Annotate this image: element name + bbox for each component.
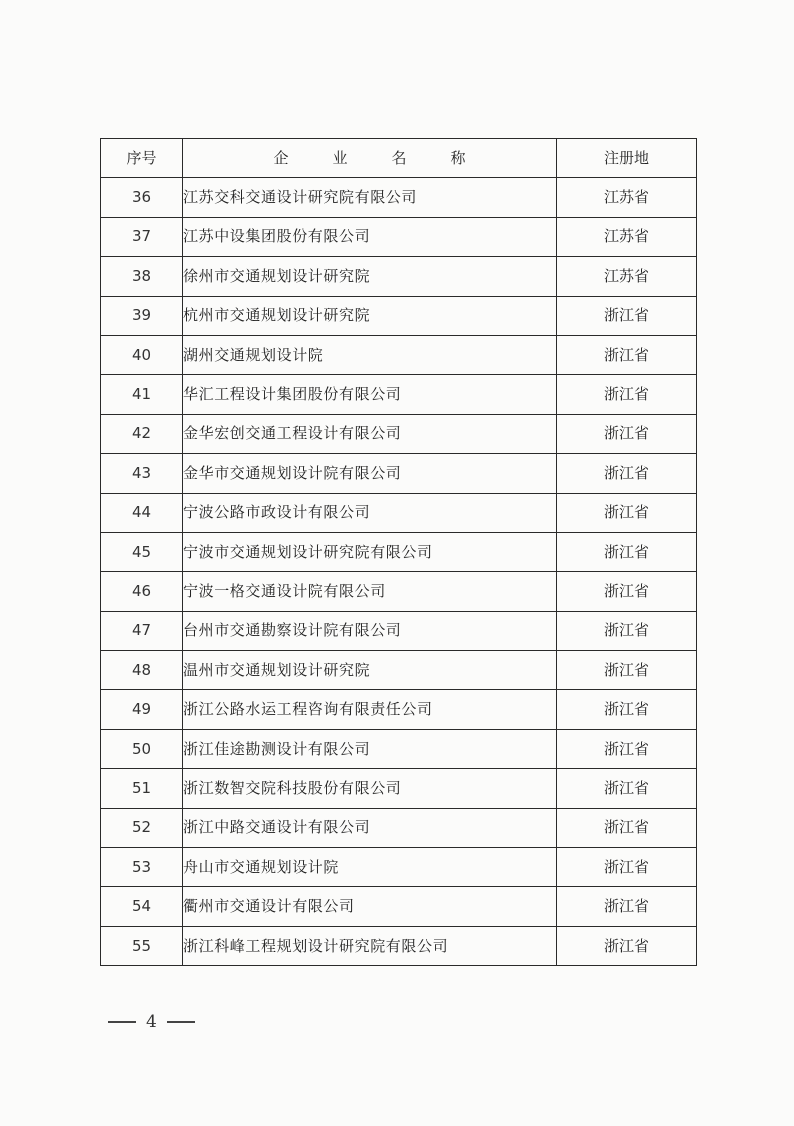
table-body (101, 178, 697, 966)
row-number: 54 (101, 887, 183, 926)
table-row (101, 257, 697, 296)
row-registration: 江苏省 (557, 257, 697, 296)
row-registration: 浙江省 (557, 690, 697, 729)
row-registration: 浙江省 (557, 493, 697, 532)
row-number: 38 (101, 257, 183, 296)
row-number: 55 (101, 926, 183, 965)
row-registration: 浙江省 (557, 887, 697, 926)
table-row (101, 572, 697, 611)
row-enterprise-name: 杭州市交通规划设计研究院 (183, 296, 557, 335)
row-registration: 浙江省 (557, 414, 697, 453)
row-number: 39 (101, 296, 183, 335)
row-registration: 浙江省 (557, 848, 697, 887)
table-row (101, 217, 697, 256)
table-row (101, 493, 697, 532)
row-enterprise-name: 浙江公路水运工程咨询有限责任公司 (183, 690, 557, 729)
row-number: 44 (101, 493, 183, 532)
row-number: 36 (101, 178, 183, 217)
row-enterprise-name: 华汇工程设计集团股份有限公司 (183, 375, 557, 414)
table-header-row (101, 139, 697, 178)
table-row (101, 296, 697, 335)
row-enterprise-name: 金华宏创交通工程设计有限公司 (183, 414, 557, 453)
table-row (101, 808, 697, 847)
row-enterprise-name: 江苏中设集团股份有限公司 (183, 217, 557, 256)
header-number: 序号 (101, 139, 183, 178)
row-number: 43 (101, 454, 183, 493)
row-number: 41 (101, 375, 183, 414)
row-number: 45 (101, 532, 183, 571)
table-row (101, 769, 697, 808)
table-row (101, 690, 697, 729)
row-registration: 浙江省 (557, 611, 697, 650)
row-enterprise-name: 徐州市交通规划设计研究院 (183, 257, 557, 296)
row-enterprise-name: 浙江佳途勘测设计有限公司 (183, 729, 557, 768)
row-number: 46 (101, 572, 183, 611)
row-registration: 浙江省 (557, 454, 697, 493)
header-name-text: 企业名称 (273, 148, 510, 167)
row-enterprise-name: 宁波一格交通设计院有限公司 (183, 572, 557, 611)
row-enterprise-name: 舟山市交通规划设计院 (183, 848, 557, 887)
page-number: 4 (146, 1012, 157, 1032)
row-registration: 浙江省 (557, 729, 697, 768)
row-registration: 浙江省 (557, 651, 697, 690)
table-row (101, 729, 697, 768)
row-enterprise-name: 衢州市交通设计有限公司 (183, 887, 557, 926)
row-number: 42 (101, 414, 183, 453)
table-row (101, 414, 697, 453)
row-enterprise-name: 温州市交通规划设计研究院 (183, 651, 557, 690)
row-number: 53 (101, 848, 183, 887)
row-number: 40 (101, 335, 183, 374)
footer-dash-left (108, 1021, 136, 1022)
row-registration: 江苏省 (557, 178, 697, 217)
table-row (101, 375, 697, 414)
row-registration: 浙江省 (557, 808, 697, 847)
row-enterprise-name: 金华市交通规划设计院有限公司 (183, 454, 557, 493)
row-registration: 浙江省 (557, 926, 697, 965)
table-row (101, 532, 697, 571)
row-number: 52 (101, 808, 183, 847)
row-registration: 浙江省 (557, 532, 697, 571)
row-enterprise-name: 江苏交科交通设计研究院有限公司 (183, 178, 557, 217)
row-enterprise-name: 浙江数智交院科技股份有限公司 (183, 769, 557, 808)
row-enterprise-name: 宁波公路市政设计有限公司 (183, 493, 557, 532)
row-number: 37 (101, 217, 183, 256)
row-enterprise-name: 浙江科峰工程规划设计研究院有限公司 (183, 926, 557, 965)
row-number: 47 (101, 611, 183, 650)
row-enterprise-name: 宁波市交通规划设计研究院有限公司 (183, 532, 557, 571)
row-registration: 浙江省 (557, 375, 697, 414)
table-row (101, 335, 697, 374)
header-registration: 注册地 (557, 139, 697, 178)
row-registration: 浙江省 (557, 296, 697, 335)
row-number: 50 (101, 729, 183, 768)
row-number: 49 (101, 690, 183, 729)
row-number: 48 (101, 651, 183, 690)
table-row (101, 848, 697, 887)
table-row (101, 887, 697, 926)
row-registration: 浙江省 (557, 769, 697, 808)
page-footer (108, 1012, 195, 1032)
row-enterprise-name: 湖州交通规划设计院 (183, 335, 557, 374)
footer-dash-right (167, 1021, 195, 1022)
row-number: 51 (101, 769, 183, 808)
table-row (101, 651, 697, 690)
header-name (183, 139, 557, 178)
table-row (101, 611, 697, 650)
table-row (101, 454, 697, 493)
enterprise-table (100, 138, 697, 966)
table-row (101, 178, 697, 217)
row-registration: 浙江省 (557, 572, 697, 611)
row-enterprise-name: 浙江中路交通设计有限公司 (183, 808, 557, 847)
row-registration: 江苏省 (557, 217, 697, 256)
table-row (101, 926, 697, 965)
row-enterprise-name: 台州市交通勘察设计院有限公司 (183, 611, 557, 650)
row-registration: 浙江省 (557, 335, 697, 374)
